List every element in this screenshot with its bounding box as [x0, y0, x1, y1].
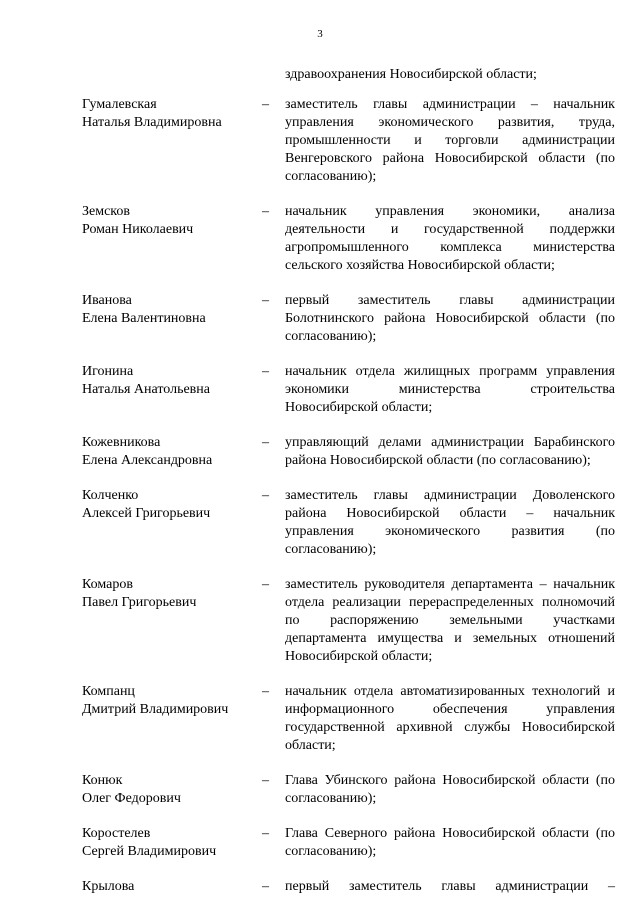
member-name [82, 825, 252, 861]
member-surname: Иванова [82, 293, 132, 308]
member-surname: Конюк [82, 773, 123, 788]
member-name [82, 683, 252, 719]
list-item [0, 96, 640, 186]
member-position: заместитель главы администрации Доволенского района Новосибирской области – начальник управления экономического развития (по согласованию); [285, 488, 615, 557]
separator-dash: – [262, 204, 269, 219]
member-position: первый заместитель главы администрации Болотнинского района Новосибирской области (по согласованию); [285, 293, 615, 344]
separator-dash: – [262, 773, 269, 788]
member-position: первый заместитель главы администрации – [285, 879, 615, 894]
member-position: Глава Северного района Новосибирской области (по согласованию); [285, 826, 615, 859]
member-surname: Компанц [82, 684, 135, 699]
list-item [0, 825, 640, 861]
member-name [82, 363, 252, 399]
separator-dash: – [262, 97, 269, 112]
separator-dash: – [262, 577, 269, 592]
list-item [0, 772, 640, 808]
list-item [0, 878, 640, 896]
member-position: начальник отдела жилищных программ управления экономики министерства строительства Новосибирской области; [285, 364, 615, 415]
member-given-name: Сергей Владимирович [82, 844, 217, 859]
member-name [82, 203, 252, 239]
member-position: начальник управления экономики, анализа деятельности и государственной поддержки агропромышленного комплекса министерства сельского хозяйства Новосибирской области; [285, 204, 615, 273]
member-surname: Коростелев [82, 826, 151, 841]
member-name [82, 434, 252, 470]
member-surname: Игонина [82, 364, 134, 379]
list-item [0, 683, 640, 755]
list-item [0, 434, 640, 470]
member-given-name: Наталья Анатольевна [82, 382, 211, 397]
separator-dash: – [262, 488, 269, 503]
member-position: заместитель руководителя департамента – начальник отдела реализации перераспределенных полномочий по распоряжению земельными участками департамента имущества и земельных отношений Новосибирской области; [285, 577, 615, 664]
member-position: управляющий делами администрации Барабинского района Новосибирской области (по согласованию); [285, 435, 615, 468]
member-name [82, 96, 252, 132]
member-list [0, 96, 640, 913]
member-name [82, 576, 252, 612]
member-surname: Колченко [82, 488, 139, 503]
separator-dash: – [262, 684, 269, 699]
list-item [0, 292, 640, 346]
member-name [82, 487, 252, 523]
member-position: начальник отдела автоматизированных технологий и информационного обеспечения управления государственной архивной службы Новосибирской области; [285, 684, 615, 753]
continued-description: здравоохранения Новосибирской области; [285, 67, 537, 82]
member-position: Глава Убинского района Новосибирской области (по согласованию); [285, 773, 615, 806]
list-item [0, 487, 640, 559]
member-surname: Земсков [82, 204, 131, 219]
list-item [0, 363, 640, 417]
member-given-name: Роман Николаевич [82, 222, 194, 237]
member-surname: Кожевникова [82, 435, 161, 450]
page-number: 3 [317, 28, 323, 40]
member-given-name: Елена Валентиновна [82, 311, 206, 326]
list-item [0, 203, 640, 275]
member-given-name: Олег Федорович [82, 791, 181, 806]
member-given-name: Дмитрий Владимирович [82, 702, 229, 717]
separator-dash: – [262, 879, 269, 894]
member-given-name: Наталья Владимировна [82, 115, 222, 130]
list-item [0, 576, 640, 666]
member-surname: Комаров [82, 577, 133, 592]
separator-dash: – [262, 293, 269, 308]
member-given-name: Алексей Григорьевич [82, 506, 211, 521]
member-given-name: Елена Александровна [82, 453, 213, 468]
separator-dash: – [262, 826, 269, 841]
member-surname: Крылова [82, 879, 135, 894]
separator-dash: – [262, 435, 269, 450]
member-surname: Гумалевская [82, 97, 157, 112]
member-name [82, 772, 252, 808]
member-name [82, 878, 252, 896]
member-given-name: Павел Григорьевич [82, 595, 197, 610]
member-position: заместитель главы администрации – начальник управления экономического развития, труда, промышленности и торговли администрации Венгеровского района Новосибирской области (по согласованию); [285, 97, 615, 184]
member-name [82, 292, 252, 328]
separator-dash: – [262, 364, 269, 379]
